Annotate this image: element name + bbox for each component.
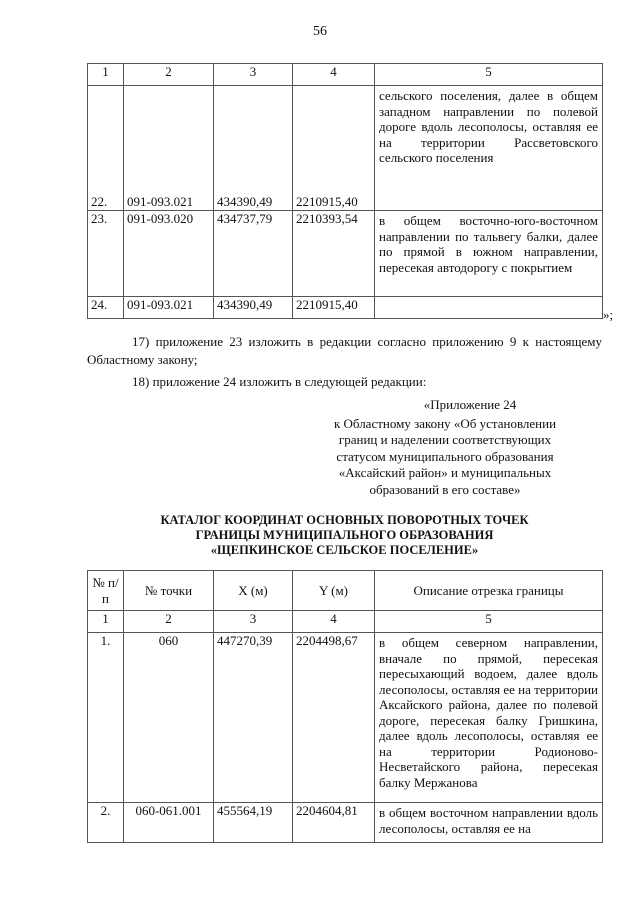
index-cell: 4 <box>293 611 375 633</box>
x-coordinate: 434390,49 <box>214 297 293 319</box>
catalog-title <box>87 513 602 558</box>
appendix-line: «Аксайский район» и муниципальных <box>338 465 552 480</box>
point-id: 060-061.001 <box>124 803 214 843</box>
index-cell: 5 <box>375 64 603 86</box>
catalog-title-line: «ЩЕПКИНСКОЕ СЕЛЬСКОЕ ПОСЕЛЕНИЕ» <box>210 543 479 557</box>
point-id: 060 <box>124 633 214 803</box>
row-number: 24. <box>88 297 124 319</box>
y-coordinate: 2210915,40 <box>293 297 375 319</box>
paragraph-17: 17) приложение 23 изложить в редакции согласно приложению 9 к настоящему Областному закону; <box>87 334 602 367</box>
table-index-row <box>88 611 603 633</box>
table-index-row <box>88 64 603 86</box>
page-number: 56 <box>313 24 327 39</box>
table-row <box>88 803 603 843</box>
table-header-row <box>88 571 603 611</box>
catalog-title-line: ГРАНИЦЫ МУНИЦИПАЛЬНОГО ОБРАЗОВАНИЯ <box>195 528 494 542</box>
appendix-title: «Приложение 24 <box>423 397 517 412</box>
segment-description: в общем восточном направлении вдоль лесополосы, оставляя ее на <box>375 803 603 843</box>
index-cell: 1 <box>88 611 124 633</box>
appendix-line: к Областному закону «Об установлении <box>333 415 557 431</box>
x-coordinate: 434390,49 <box>214 86 293 211</box>
segment-description: в общем восточно-юго-восточном направлении по тальвегу балки, далее по прямой в южном направлении, пересекая автодорогу с покрытием <box>375 211 603 297</box>
point-id: 091-093.020 <box>124 211 214 297</box>
y-coordinate: 2210915,40 <box>293 86 375 211</box>
appendix-line: образований в его составе» <box>369 481 521 497</box>
appendix-line: статусом муниципального образования <box>336 448 554 464</box>
table-row <box>88 633 603 803</box>
y-coordinate: 2210393,54 <box>293 211 375 297</box>
x-coordinate: 455564,19 <box>214 803 293 843</box>
y-coordinate: 2204604,81 <box>293 803 375 843</box>
header-number: № п/п <box>88 571 124 611</box>
segment-description <box>375 297 603 319</box>
y-coordinate: 2204498,67 <box>293 633 375 803</box>
paragraph-18: 18) приложение 24 изложить в следующей редакции: <box>132 374 427 389</box>
point-id: 091-093.021 <box>124 297 214 319</box>
table-row <box>88 211 603 297</box>
boundary-table-continued <box>87 63 603 319</box>
header-y: Y (м) <box>293 571 375 611</box>
x-coordinate: 434737,79 <box>214 211 293 297</box>
coordinates-table <box>87 570 603 843</box>
header-point: № точки <box>124 571 214 611</box>
appendix-line: границ и наделении соответствующих <box>338 432 552 447</box>
row-number: 22. <box>88 86 124 211</box>
closing-quote: »; <box>603 307 614 322</box>
index-cell: 2 <box>124 64 214 86</box>
point-id: 091-093.021 <box>124 86 214 211</box>
table-row <box>88 297 603 319</box>
index-cell: 3 <box>214 64 293 86</box>
catalog-title-line: КАТАЛОГ КООРДИНАТ ОСНОВНЫХ ПОВОРОТНЫХ ТОЧЕК <box>160 513 529 527</box>
appendix-header <box>300 397 590 498</box>
index-cell: 2 <box>124 611 214 633</box>
header-x: X (м) <box>214 571 293 611</box>
row-number: 23. <box>88 211 124 297</box>
index-cell: 3 <box>214 611 293 633</box>
row-number: 1. <box>88 633 124 803</box>
header-description: Описание отрезка границы <box>375 571 603 611</box>
index-cell: 5 <box>375 611 603 633</box>
index-cell: 1 <box>88 64 124 86</box>
table-row <box>88 86 603 211</box>
segment-description: сельского поселения, далее в общем западном направлении по полевой дороге вдоль лесополосы, оставляя ее на территории Рассветовского сельского поселения <box>375 86 603 211</box>
x-coordinate: 447270,39 <box>214 633 293 803</box>
row-number: 2. <box>88 803 124 843</box>
segment-description: в общем северном направлении, вначале по прямой, пересекая пересыхающий водоем, далее вдоль лесополосы, оставляя ее на территории Аксайского района, далее по полевой дороге, пересекая балку Гришкина, далее вдоль лесополосы, оставляя ее на территории Родионово-Несветайского района, пересекая балку Мержанова <box>375 633 603 803</box>
index-cell: 4 <box>293 64 375 86</box>
